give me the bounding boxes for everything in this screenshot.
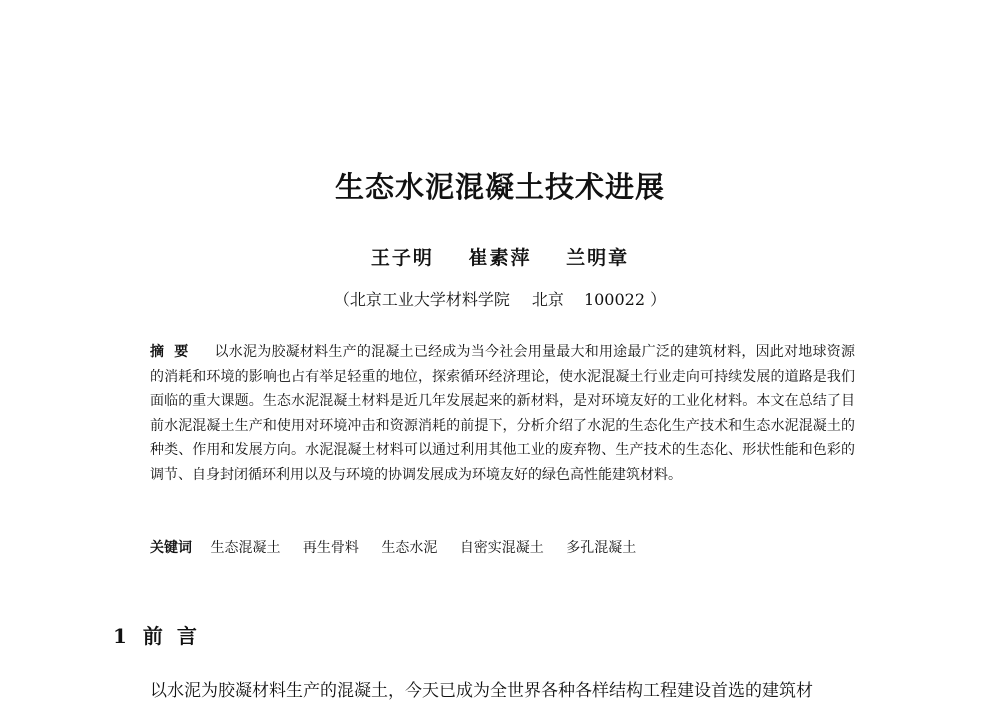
affiliation-institution: 北京工业大学材料学院 xyxy=(349,290,510,309)
affiliation-close-paren: ） xyxy=(645,290,667,309)
body-paragraph: 以水泥为胶凝材料生产的混凝土，今天已成为全世界各种各样结构工程建设首选的建筑材 xyxy=(150,681,813,701)
keyword: 生态水泥 xyxy=(381,540,438,556)
abstract-text: 以水泥为胶凝材料生产的混凝土已经成为当今社会用量最大和用途最广泛的建筑材料，因此对地球资源的消耗和环境的影响也占有举足轻重的地位，探索循环经济理论，使水泥混凝土行业走向可持续发展的道路是我们面临的重大课题。生态水泥混凝土材料是近几年发展起来的新材料，是对环境友好的工业化材料。本文在总结了目前水泥混凝土生产和使用对环境冲击和资源消耗的前提下，分析介绍了水泥的生态化生产技术和生态水泥混凝土的种类、作用和发展方向。水泥混凝土材料可以通过利用其他工业的废弃物、生产技术的生态化、形状性能和色彩的调节、自身封闭循环利用以及与环境的协调发展成为环境友好的绿色高性能建筑材料。 xyxy=(150,344,856,483)
author-list xyxy=(0,243,1000,270)
author-affiliation xyxy=(0,287,1000,310)
keywords-label: 关键词 xyxy=(150,540,192,556)
section-number: 1 xyxy=(113,624,127,648)
section-title: 前言 xyxy=(142,624,211,648)
keyword: 再生骨料 xyxy=(302,540,359,556)
keywords xyxy=(150,536,855,560)
keyword: 多孔混凝土 xyxy=(566,540,637,556)
author-name: 崔素萍 xyxy=(468,247,532,269)
affiliation-city: 北京 xyxy=(531,290,564,309)
abstract-label: 摘要 xyxy=(150,344,199,360)
affiliation-zip: 100022 xyxy=(583,290,646,309)
keyword: 自密实混凝土 xyxy=(459,540,544,556)
affiliation-open-paren: （ xyxy=(333,290,350,309)
section-heading xyxy=(113,620,211,649)
paper-title: 生态水泥混凝土技术进展 xyxy=(334,170,665,204)
author-name: 王子明 xyxy=(370,247,434,269)
keyword: 生态混凝土 xyxy=(210,540,281,556)
abstract xyxy=(150,340,855,487)
author-name: 兰明章 xyxy=(566,247,630,269)
